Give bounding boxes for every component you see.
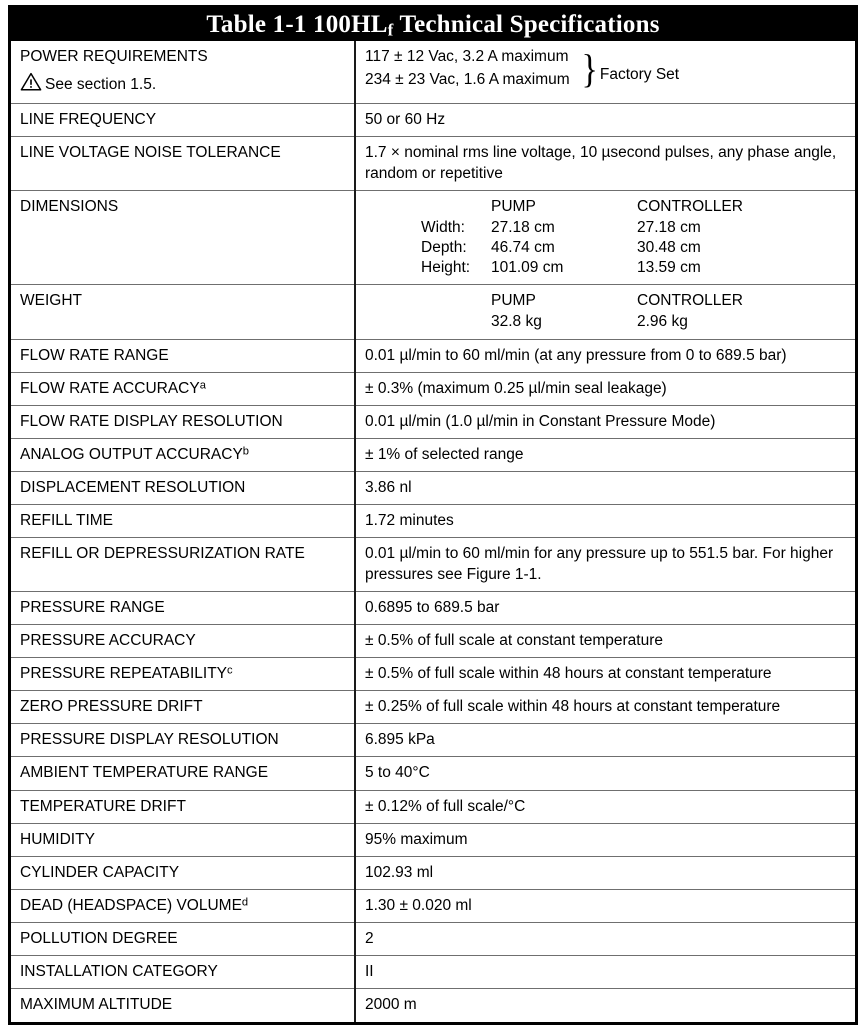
spec-label: DISPLACEMENT RESOLUTION [20, 479, 246, 497]
spec-value: 95% maximum [365, 830, 468, 848]
spec-label-cell [11, 104, 355, 137]
spec-value: ± 1% of selected range [365, 445, 524, 463]
spec-label: FLOW RATE DISPLAY RESOLUTION [20, 412, 283, 430]
spec-label-cell [11, 538, 355, 591]
table-row [11, 724, 855, 757]
table-row [11, 339, 855, 372]
spec-label-cell [11, 691, 355, 724]
table-row [11, 104, 855, 137]
spec-value-cell [355, 823, 855, 856]
table-row [11, 591, 855, 624]
power-requirements-value [365, 47, 847, 90]
specs-table [11, 41, 855, 1022]
spec-value: 0.01 µl/min (1.0 µl/min in Constant Pressure Mode) [365, 412, 716, 430]
spec-label-cell [11, 757, 355, 790]
spec-value: ± 0.12% of full scale/°C [365, 797, 526, 815]
spec-label-cell [11, 956, 355, 989]
spec-label-cell [11, 591, 355, 624]
spec-value: ± 0.5% of full scale at constant temperature [365, 631, 663, 649]
spec-label-cell [11, 190, 355, 285]
sub-grid-pump-value: 46.74 cm [491, 238, 555, 256]
spec-label-cell [11, 823, 355, 856]
spec-value: 3.86 nl [365, 479, 412, 497]
table-row [11, 757, 855, 790]
footnote-marker: c [227, 664, 233, 677]
spec-value-cell [355, 724, 855, 757]
spec-label: PRESSURE REPEATABILITY [20, 664, 228, 682]
table-row [11, 538, 855, 591]
spec-value: 1.72 minutes [365, 512, 454, 530]
sub-grid-wrapper [365, 291, 847, 332]
sub-grid-row-label: Depth: [421, 238, 467, 256]
spec-label: CYLINDER CAPACITY [20, 863, 180, 881]
spec-label: PRESSURE ACCURACY [20, 631, 196, 649]
spec-label: DEAD (HEADSPACE) VOLUME [20, 896, 242, 914]
spec-value: 2000 m [365, 996, 417, 1014]
sub-grid-row-label: Height: [421, 259, 471, 277]
spec-value-cell [355, 624, 855, 657]
sub-grid-row [421, 258, 787, 278]
spec-label: LINE VOLTAGE NOISE TOLERANCE [20, 144, 281, 162]
spec-label: AMBIENT TEMPERATURE RANGE [20, 764, 269, 782]
power-voltage-line-2: 234 ± 23 Vac, 1.6 A maximum [365, 71, 570, 89]
spec-label: ANALOG OUTPUT ACCURACY [20, 445, 243, 463]
spec-value-cell [355, 889, 855, 922]
spec-label-cell [11, 438, 355, 471]
spec-label: PRESSURE DISPLAY RESOLUTION [20, 731, 279, 749]
spec-label: FLOW RATE RANGE [20, 346, 169, 364]
table-row [11, 190, 855, 285]
spec-value: 5 to 40°C [365, 764, 430, 782]
spec-label-cell [11, 41, 355, 104]
table-row [11, 923, 855, 956]
sub-grid-corner [421, 291, 491, 312]
spec-value-cell [355, 956, 855, 989]
spec-value-cell [355, 989, 855, 1022]
sub-grid-pump-value: 27.18 cm [491, 218, 555, 236]
sub-grid-row-label: Width: [421, 218, 465, 236]
spec-label-cell [11, 339, 355, 372]
spec-value-cell [355, 856, 855, 889]
table-title-suffix: Technical Specifications [393, 11, 660, 38]
sub-grid-row [421, 312, 787, 332]
technical-specifications-table [8, 5, 858, 1025]
table-row [11, 823, 855, 856]
table-row [11, 624, 855, 657]
sub-spec-grid [421, 197, 787, 279]
spec-value-cell [355, 591, 855, 624]
spec-value: ± 0.3% (maximum 0.25 µl/min seal leakage) [365, 379, 667, 397]
sub-grid-header-row [421, 291, 787, 312]
curly-brace-icon: } [581, 45, 598, 91]
spec-value-cell [355, 472, 855, 505]
sub-grid-column-header: CONTROLLER [637, 292, 743, 310]
spec-value-cell [355, 41, 855, 104]
sub-grid-column-header: PUMP [491, 292, 536, 310]
spec-value-cell [355, 790, 855, 823]
table-row [11, 691, 855, 724]
spec-label: MAXIMUM ALTITUDE [20, 996, 173, 1014]
footnote-marker: d [241, 896, 249, 909]
spec-value: 1.30 ± 0.020 ml [365, 896, 472, 914]
table-row [11, 41, 855, 104]
spec-label: LINE FREQUENCY [20, 111, 157, 129]
table-title-prefix: Table 1-1 100HL [206, 11, 388, 38]
footnote-marker: b [242, 445, 250, 458]
spec-value-cell [355, 657, 855, 690]
spec-label: ZERO PRESSURE DRIFT [20, 698, 203, 716]
spec-value: 50 or 60 Hz [365, 111, 446, 129]
table-row [11, 372, 855, 405]
spec-value-cell [355, 757, 855, 790]
spec-label-cell [11, 889, 355, 922]
sub-spec-grid [421, 291, 787, 332]
table-row [11, 889, 855, 922]
sub-grid-controller-value: 2.96 kg [637, 313, 688, 331]
table-row [11, 956, 855, 989]
spec-label-cell [11, 856, 355, 889]
factory-set-label: Factory Set [599, 66, 680, 84]
spec-label: REFILL OR DEPRESSURIZATION RATE [20, 545, 305, 563]
spec-label: WEIGHT [20, 292, 82, 310]
power-voltage-lines [365, 47, 570, 90]
sub-grid-controller-value: 27.18 cm [637, 218, 701, 236]
spec-label-cell [11, 405, 355, 438]
see-section-text: See section 1.5. [45, 75, 157, 93]
spec-value: 2 [365, 930, 374, 948]
spec-value-cell [355, 438, 855, 471]
spec-value-cell [355, 405, 855, 438]
table-row [11, 405, 855, 438]
spec-value: ± 0.25% of full scale within 48 hours at constant temperature [365, 698, 781, 716]
sub-grid-column-header: PUMP [491, 197, 536, 215]
sub-grid-controller-value: 30.48 cm [637, 238, 701, 256]
spec-label: DIMENSIONS [20, 197, 119, 215]
spec-value-cell [355, 137, 855, 190]
sub-grid-pump-value: 32.8 kg [491, 313, 542, 331]
table-row [11, 856, 855, 889]
sub-grid-corner [421, 197, 491, 218]
spec-value-cell [355, 104, 855, 137]
spec-value-cell [355, 190, 855, 285]
spec-label: PRESSURE RANGE [20, 598, 165, 616]
spec-value-cell [355, 505, 855, 538]
warning-triangle-icon [20, 72, 42, 97]
table-row [11, 285, 855, 339]
spec-value: II [365, 963, 374, 981]
see-section-note [20, 72, 346, 97]
spec-label: FLOW RATE ACCURACY [20, 379, 200, 397]
table-row [11, 989, 855, 1022]
table-row [11, 790, 855, 823]
sub-grid-wrapper [365, 197, 847, 279]
spec-value: 1.7 × nominal rms line voltage, 10 µsecond pulses, any phase angle, random or repetitive [365, 144, 837, 182]
spec-value: 6.895 kPa [365, 731, 435, 749]
spec-label: POWER REQUIREMENTS [20, 48, 208, 65]
sub-grid-pump-value: 101.09 cm [491, 259, 564, 277]
table-title-subscript: f [387, 20, 394, 40]
spec-label: INSTALLATION CATEGORY [20, 963, 218, 981]
spec-value-cell [355, 372, 855, 405]
spec-label: REFILL TIME [20, 512, 114, 530]
spec-value-cell [355, 691, 855, 724]
table-row [11, 505, 855, 538]
spec-label-cell [11, 472, 355, 505]
spec-value-cell [355, 285, 855, 339]
spec-value: 0.01 µl/min to 60 ml/min (at any pressure from 0 to 689.5 bar) [365, 346, 787, 364]
table-row [11, 137, 855, 190]
sub-grid-row [421, 238, 787, 258]
sub-grid-column-header: CONTROLLER [637, 197, 743, 215]
spec-label-cell [11, 505, 355, 538]
spec-value: 0.01 µl/min to 60 ml/min for any pressure up to 551.5 bar. For higher pressures see Figure 1-1. [365, 545, 834, 583]
sub-grid-controller-value: 13.59 cm [637, 259, 701, 277]
spec-label: POLLUTION DEGREE [20, 930, 178, 948]
spec-value-cell [355, 538, 855, 591]
spec-label-cell [11, 285, 355, 339]
spec-value-cell [355, 339, 855, 372]
table-row [11, 438, 855, 471]
footnote-marker: a [199, 379, 206, 392]
spec-label-cell [11, 372, 355, 405]
spec-value: ± 0.5% of full scale within 48 hours at constant temperature [365, 664, 772, 682]
table-row [11, 657, 855, 690]
sub-grid-row-label [421, 312, 491, 332]
sub-grid-header-row [421, 197, 787, 218]
spec-label: HUMIDITY [20, 830, 95, 848]
spec-label-cell [11, 137, 355, 190]
table-row [11, 472, 855, 505]
spec-label: TEMPERATURE DRIFT [20, 797, 186, 815]
spec-label-cell [11, 624, 355, 657]
spec-value: 102.93 ml [365, 863, 434, 881]
table-title [11, 8, 855, 41]
spec-value-cell [355, 923, 855, 956]
power-voltage-line-1: 117 ± 12 Vac, 3.2 A maximum [365, 48, 569, 65]
sub-grid-row [421, 218, 787, 238]
spec-label-cell [11, 657, 355, 690]
spec-label-cell [11, 724, 355, 757]
spec-label-cell [11, 923, 355, 956]
spec-label-cell [11, 989, 355, 1022]
spec-value: 0.6895 to 689.5 bar [365, 598, 500, 616]
spec-label-cell [11, 790, 355, 823]
